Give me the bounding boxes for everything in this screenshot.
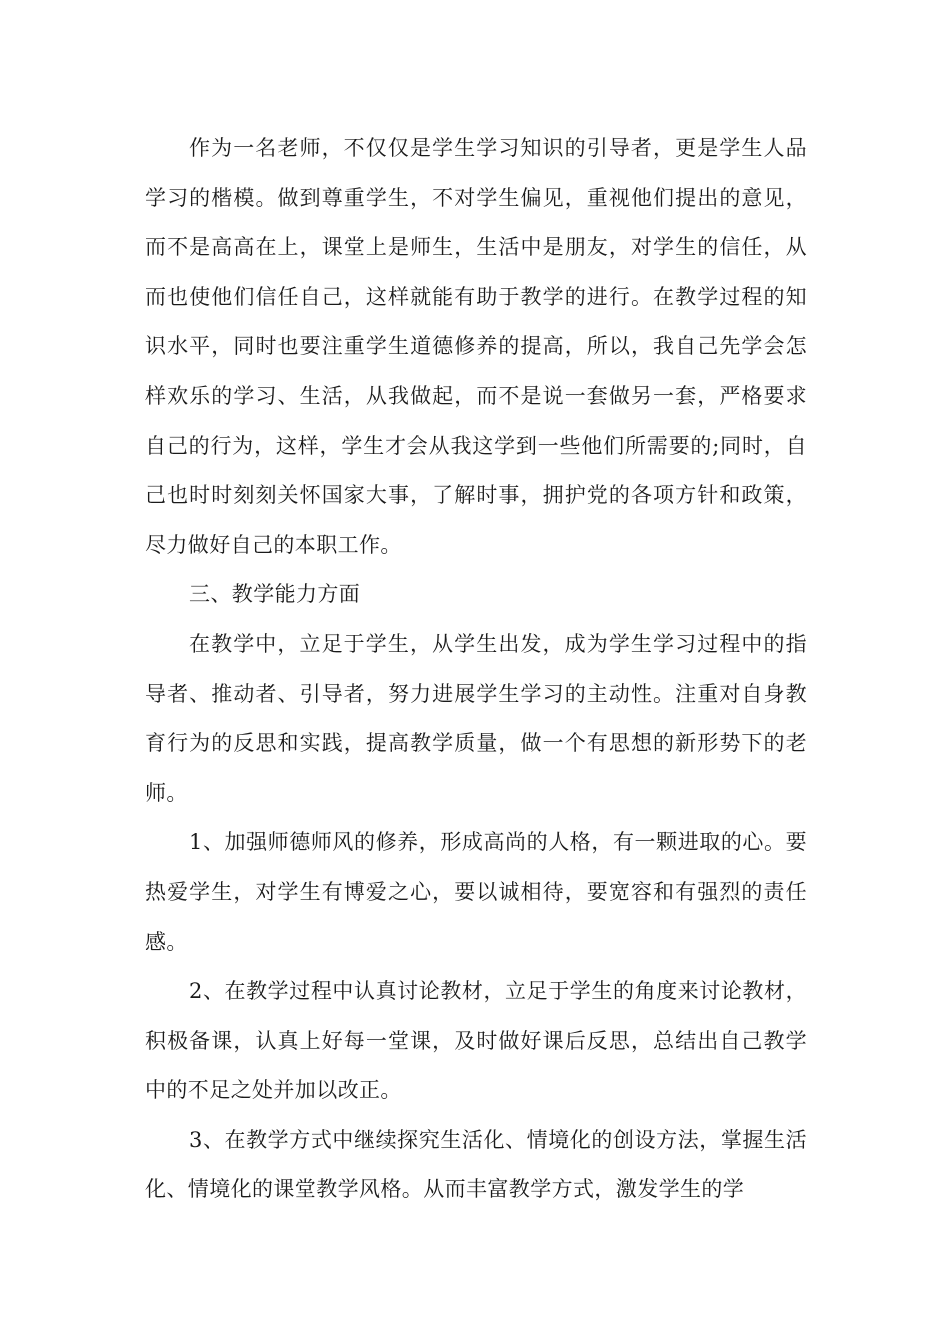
document-body	[145, 124, 807, 1215]
section-heading-teaching-ability: 三、教学能力方面	[189, 582, 361, 607]
paragraph-teaching-approach: 在教学中，立足于学生，从学生出发，成为学生学习过程中的指导者、推动者、引导者，努力进展学生学习的主动性。注重对自身教育行为的反思和实践，提高教学质量，做一个有思想的新形势下的老师。	[145, 631, 807, 805]
paragraph-teacher-role: 作为一名老师，不仅仅是学生学习知识的引导者，更是学生人品学习的楷模。做到尊重学生，不对学生偏见，重视他们提出的意见，而不是高高在上，课堂上是师生，生活中是朋友，对学生的信任，从而也使他们信任自己，这样就能有助于教学的进行。在教学过程的知识水平，同时也要注重学生道德修养的提高，所以，我自己先学会怎样欢乐的学习、生活，从我做起，而不是说一套做另一套，严格要求自己的行为，这样，学生才会从我这学到一些他们所需要的;同时，自己也时时刻刻关怀国家大事，了解时事，拥护党的各项方针和政策，尽力做好自己的本职工作。	[145, 136, 807, 557]
list-item-3: 3、在教学方式中继续探究生活化、情境化的创设方法，掌握生活化、情境化的课堂教学风格。从而丰富教学方式，激发学生的学	[145, 1127, 807, 1202]
list-item-2: 2、在教学过程中认真讨论教材，立足于学生的角度来讨论教材，积极备课，认真上好每一堂课，及时做好课后反思，总结出自己教学中的不足之处并加以改正。	[145, 979, 807, 1103]
list-item-1: 1、加强师德师风的修养，形成高尚的人格，有一颗进取的心。要热爱学生，对学生有博爱之心，要以诚相待，要宽容和有强烈的责任感。	[145, 830, 807, 954]
